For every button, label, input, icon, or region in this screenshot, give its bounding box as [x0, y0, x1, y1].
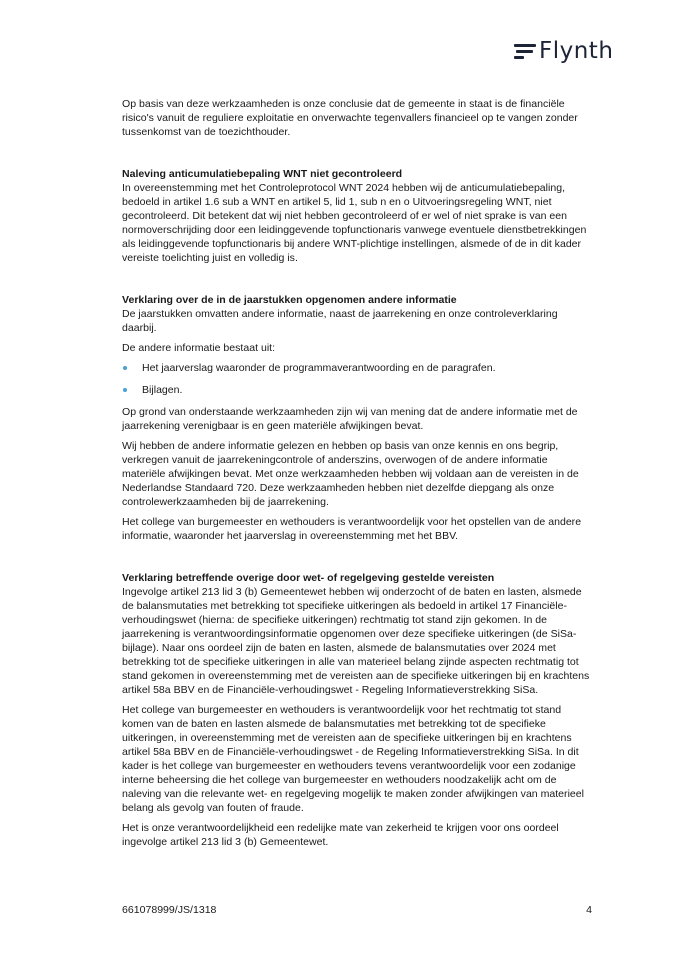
section-wnt	[122, 167, 592, 265]
list-item	[122, 383, 592, 397]
list-item	[122, 361, 592, 375]
section-heading-other-info: Verklaring over de in de jaarstukken opgenomen andere informatie	[122, 294, 457, 306]
section-regulation	[122, 571, 592, 849]
regulation-p3: Het is onze verantwoordelijkheid een redelijke mate van zekerheid te krijgen voor ons oordeel ingevolge artikel 213 lid 3 (b) Gemeentewet.	[122, 822, 559, 848]
logo-text: Flynth	[539, 38, 614, 64]
regulation-p2: Het college van burgemeester en wethouders is verantwoordelijk voor het rechtmatig tot stand komen van de baten en lasten alsmede de balansmutaties met betrekking tot de specifieke uitkeringen, in overeenstemming met de vereisten aan de specifieke uitkeringen bij en krachtens artikel 58a BBV en de Financiële-verhoudingswet - de Regeling Informatieverstrekking SiSa. In dit kader is het college van burgemeester en wethouders tevens verantwoordelijk voor een zodanige interne beheersing die het college van burgemeester en wethouders noodzakelijk acht om de naleving van die relevante wet- en regelgeving mogelijk te maken zonder afwijkingen van materieel belang als gevolg van fouten of fraude.	[122, 704, 584, 814]
bullet-icon	[123, 366, 127, 370]
section-heading-wnt: Naleving anticumulatiebepaling WNT niet gecontroleerd	[122, 168, 403, 180]
other-info-list	[122, 361, 592, 397]
page-footer	[122, 904, 592, 916]
list-item-text: Bijlagen.	[142, 384, 183, 396]
flynth-logo	[514, 38, 614, 64]
other-info-p5: Het college van burgemeester en wethouders is verantwoordelijk voor het opstellen van de andere informatie, waaronder het jaarverslag in overeenstemming met het BBV.	[122, 516, 582, 542]
section-heading-regulation: Verklaring betreffende overige door wet- of regelgeving gestelde vereisten	[122, 572, 495, 584]
other-info-p4: Wij hebben de andere informatie gelezen en hebben op basis van onze kennis en ons begrip, verkregen vanuit de jaarrekeningcontrole of anderszins, overwogen of de andere informatie materiële afwijkingen bevat. Met onze werkzaamheden hebben wij voldaan aan de vereisten in de Nederlandse Standaard 720. Deze werkzaamheden hebben niet dezelfde diepgang als onze controlewerkzaamheden bij de jaarrekening.	[122, 440, 579, 508]
regulation-p1: Ingevolge artikel 213 lid 3 (b) Gemeentewet hebben wij onderzocht of de baten en lasten, alsmede de balansmutaties met betrekking tot specifieke uitkeringen als bedoeld in artikel 17 Financiële-verhoudingswet (hierna: de specifieke uitkeringen) rechtmatig tot stand zijn gekomen. In de jaarrekening is verantwoordingsinformatie opgenomen over deze specifieke uitkeringen (de SiSa-bijlage). Naar ons oordeel zijn de baten en lasten, alsmede de balansmutaties over 2024 met betrekking tot de specifieke uitkeringen in alle van materieel belang zijnde aspecten rechtmatig tot stand gekomen in overeenstemming met de vereisten aan de specifieke uitkeringen bij en krachtens artikel 58a BBV en de Financiële-verhoudingswet - Regeling Informatieverstrekking SiSa.	[122, 586, 590, 696]
section-other-info	[122, 293, 592, 543]
page-number: 4	[586, 904, 592, 916]
intro-paragraph: Op basis van deze werkzaamheden is onze conclusie dat de gemeente in staat is de financiële risico's vanuit de reguliere exploitatie en onverwachte tegenvallers financieel op te vangen zonder tussenkomst van de toezichthouder.	[122, 98, 578, 138]
document-body	[122, 97, 592, 849]
document-reference: 661078999/JS/1318	[122, 904, 217, 916]
other-info-p1: De jaarstukken omvatten andere informatie, naast de jaarrekening en onze controleverklaring daarbij.	[122, 308, 558, 334]
wnt-paragraph: In overeenstemming met het Controleprotocol WNT 2024 hebben wij de anticumulatiebepaling, bedoeld in artikel 1.6 sub a WNT en artikel 5, lid 1, sub n en o Uitvoeringsregeling WNT, niet gecontroleerd. Dit betekent dat wij niet hebben gecontroleerd of er wel of niet sprake is van een normoverschrijding door een leidinggevende topfunctionaris vanwege eventuele dienstbetrekkingen als leidinggevende topfunctionaris bij andere WNT-plichtige instellingen, alsmede of de in dit kader vereiste toelichting juist en volledig is.	[122, 182, 587, 264]
list-item-text: Het jaarverslag waaronder de programmaverantwoording en de paragrafen.	[142, 362, 496, 374]
flynth-logo-mark	[514, 42, 536, 60]
other-info-p2: De andere informatie bestaat uit:	[122, 342, 276, 354]
bullet-icon	[123, 388, 127, 392]
other-info-p3: Op grond van onderstaande werkzaamheden zijn wij van mening dat de andere informatie met de jaarrekening verenigbaar is en geen materiële afwijkingen bevat.	[122, 406, 578, 432]
